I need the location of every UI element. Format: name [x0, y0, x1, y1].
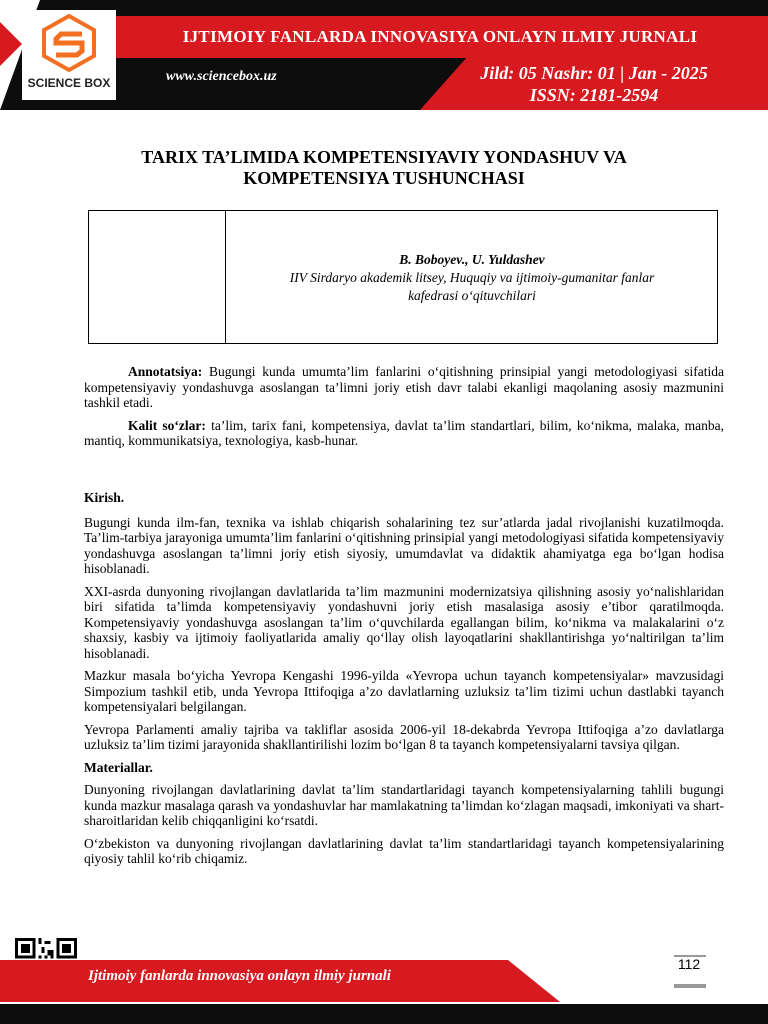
logo-text: SCIENCE BOX [27, 76, 111, 90]
issue-volume: Jild: 05 Nashr: 01 | Jan - 2025 [480, 63, 708, 83]
article-title-line2: KOMPETENSIYA TUSHUNCHASI [243, 168, 525, 188]
intro-paragraph-1: Bugungi kunda ilm-fan, texnika va ishlab chiqarish sohalarining tez sur’atlarda jadal rivojlanishi kuzatilmoqda. Ta’lim-tarbiya jarayoniga umumta’lim fanlarini o‘qitishning prinsipial yangi metodologiyasi sifatida kompetensiyaviy yondashuvga asoslangan ta’limni joriy etish siyosiy, umumdavlat va didaktik ahamiyatga ega bo‘lgan hodisa hisoblanadi. [84, 514, 724, 576]
annotation-text: Bugungi kunda umumta’lim fanlarini o‘qitishning prinsipial yangi metodologiyasi sifatida kompetensiyaviy yondashuvga asoslangan ta’limni joriy etish davr talabi ekanligi maqolaning asosiy mazmunini tashkil etadi. [84, 364, 724, 410]
page-number-bar-bottom [674, 984, 706, 988]
issue-info [420, 62, 768, 106]
keywords-label: Kalit so‘zlar: [128, 417, 206, 433]
footer-black-band [0, 1004, 768, 1024]
main-body [84, 490, 724, 874]
abstract-section [84, 364, 724, 456]
materials-paragraph-2: O‘zbekiston va dunyoning rivojlangan davlatlarining davlat ta’lim standartlaridagi tayanch kompetensiyalarining qiyosiy tahlil ko‘rib chiqamiz. [84, 835, 724, 866]
article-title [80, 147, 688, 189]
author-box [88, 210, 718, 344]
author-info [226, 251, 718, 305]
intro-heading: Kirish. [84, 490, 125, 505]
keywords-text: ta’lim, tarix fani, kompetensiya, davlat ta’lim standartlari, bilim, ko‘nikma, malaka, manba, mantiq, kommunikatsiya, texnologiya, kasb-hunar. [84, 417, 725, 448]
footer-journal-name: Ijtimoiy fanlarda innovasiya onlayn ilmiy jurnali [88, 968, 391, 984]
annotation-label: Annotatsiya: [128, 364, 203, 379]
affiliation-line2: kafedrasi o‘qituvchilari [408, 288, 536, 303]
annotation [84, 364, 724, 411]
science-box-logo [22, 10, 116, 100]
intro-paragraph-2: XXI-asrda dunyoning rivojlangan davlatlarida ta’lim mazmunini modernizatsiya qilishning asosiy yo‘nalishlaridan biri sifatida ta’limda kompetensiyaviy yondashuvni joriy etish masalasiga asosiy e’tibor qaratilmoqda. Kompetensiyaviy yondashuvga asoslangan ta’lim o‘quvchilarda egallangan bilim, ko‘nikma va malakalarini o‘z shaxsiy, kasbiy va ijtimoiy faoliyatlarida amaliy qo‘llay olish layoqatlarini shakllantirishga yo‘naltirilgan ta’lim hisoblanadi. [84, 583, 724, 661]
website-link[interactable]: www.sciencebox.uz [166, 69, 277, 84]
science-box-logo-icon [22, 10, 116, 76]
materials-heading: Materiallar. [84, 759, 153, 775]
intro-paragraph-3: Mazkur masala bo‘yicha Yevropa Kengashi 1996-yilda «Yevropa uchun tayanch kompetensiyalar» mavzusidagi Simpozium tashkil etib, unda Yevropa Ittifoqiga a’zo davlatlarning uzluksiz ta’lim tizimi uchun dastlabki tayanch kompetensiyalari belgilangan. [84, 668, 724, 714]
article-title-line1: TARIX TA’LIMIDA KOMPETENSIYAVIY YONDASHUV VA [141, 147, 627, 167]
keywords [84, 418, 724, 449]
page-number: 112 [677, 956, 701, 972]
affiliation-line1: IIV Sirdaryo akademik litsey, Huquqiy va ijtimoiy-gumanitar fanlar [289, 270, 655, 285]
journal-title: IJTIMOIY FANLARDA INNOVASIYA ONLAYN ILMIY JURNALI [182, 27, 698, 46]
materials-paragraph-1: Dunyoning rivojlangan davlatlarining davlat ta’lim standartlaridagi tayanch kompetensiyalarning tahlili bugungi kunda mazkur masalaga qarash va yondashuvlar har mamlakatning ta’limdan ko‘zlagan maqsadi, imkoniyati va shart-sharoitlaridan kelib chiqqanligini ko‘rsatdi. [84, 782, 724, 828]
author-names: B. Boboyev., U. Yuldashev [399, 252, 545, 267]
intro-paragraph-4: Yevropa Parlamenti amaliy tajriba va takliflar asosida 2006-yil 18-dekabrda Yevropa Ittifoqiga a’zo davlatlarga uzluksiz ta’lim tizimi jarayonida shakllantirilishi lozim bo‘lgan 8 ta tayanch kompetensiyalarni tavsiya qilgan. [84, 721, 724, 752]
issn: ISSN: 2181-2594 [529, 85, 659, 105]
